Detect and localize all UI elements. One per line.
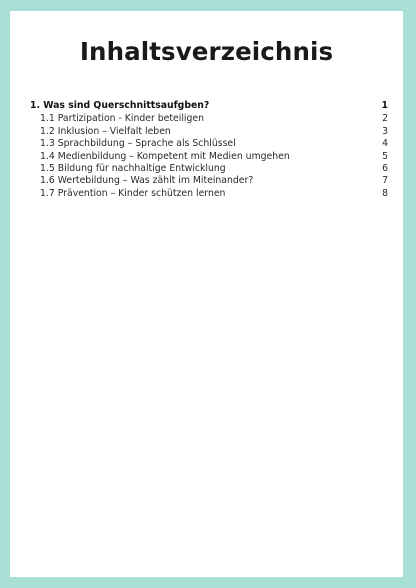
document-page	[10, 11, 403, 577]
page-title: Inhaltsverzeichnis	[79, 37, 334, 66]
toc-chapter-label: 1. Was sind Querschnittsaufgben?	[30, 100, 210, 111]
toc-section-label: 1.5 Bildung für nachhaltige Entwicklung	[40, 162, 226, 174]
toc-section-label: 1.1 Partizipation - Kinder beteiligen	[40, 113, 205, 125]
toc-section-1-3[interactable]	[30, 138, 388, 150]
table-of-contents	[30, 100, 388, 200]
toc-chapter-1[interactable]	[30, 100, 388, 113]
toc-section-label: 1.4 Medienbildung – Kompetent mit Medien umgehen	[40, 150, 290, 162]
toc-section-1-4[interactable]	[30, 151, 388, 163]
toc-section-page: 6	[382, 162, 388, 174]
toc-section-page: 4	[382, 138, 388, 150]
toc-chapter-page: 1	[381, 100, 388, 111]
toc-section-page: 3	[382, 125, 388, 137]
toc-section-1-6[interactable]	[30, 175, 388, 187]
toc-section-1-1[interactable]	[30, 113, 388, 125]
toc-section-label: 1.6 Wertebildung – Was zählt im Miteinander?	[40, 175, 254, 187]
toc-section-1-7[interactable]	[30, 188, 388, 200]
toc-section-page: 8	[382, 187, 388, 199]
toc-section-1-2[interactable]	[30, 126, 388, 138]
toc-section-1-5[interactable]	[30, 163, 388, 175]
toc-section-label: 1.2 Inklusion – Vielfalt leben	[40, 125, 171, 137]
toc-section-page: 2	[382, 113, 388, 125]
toc-section-page: 5	[382, 150, 388, 162]
toc-section-page: 7	[382, 175, 388, 187]
toc-section-label: 1.3 Sprachbildung – Sprache als Schlüssel	[40, 138, 236, 150]
toc-section-label: 1.7 Prävention – Kinder schützen lernen	[40, 187, 226, 199]
